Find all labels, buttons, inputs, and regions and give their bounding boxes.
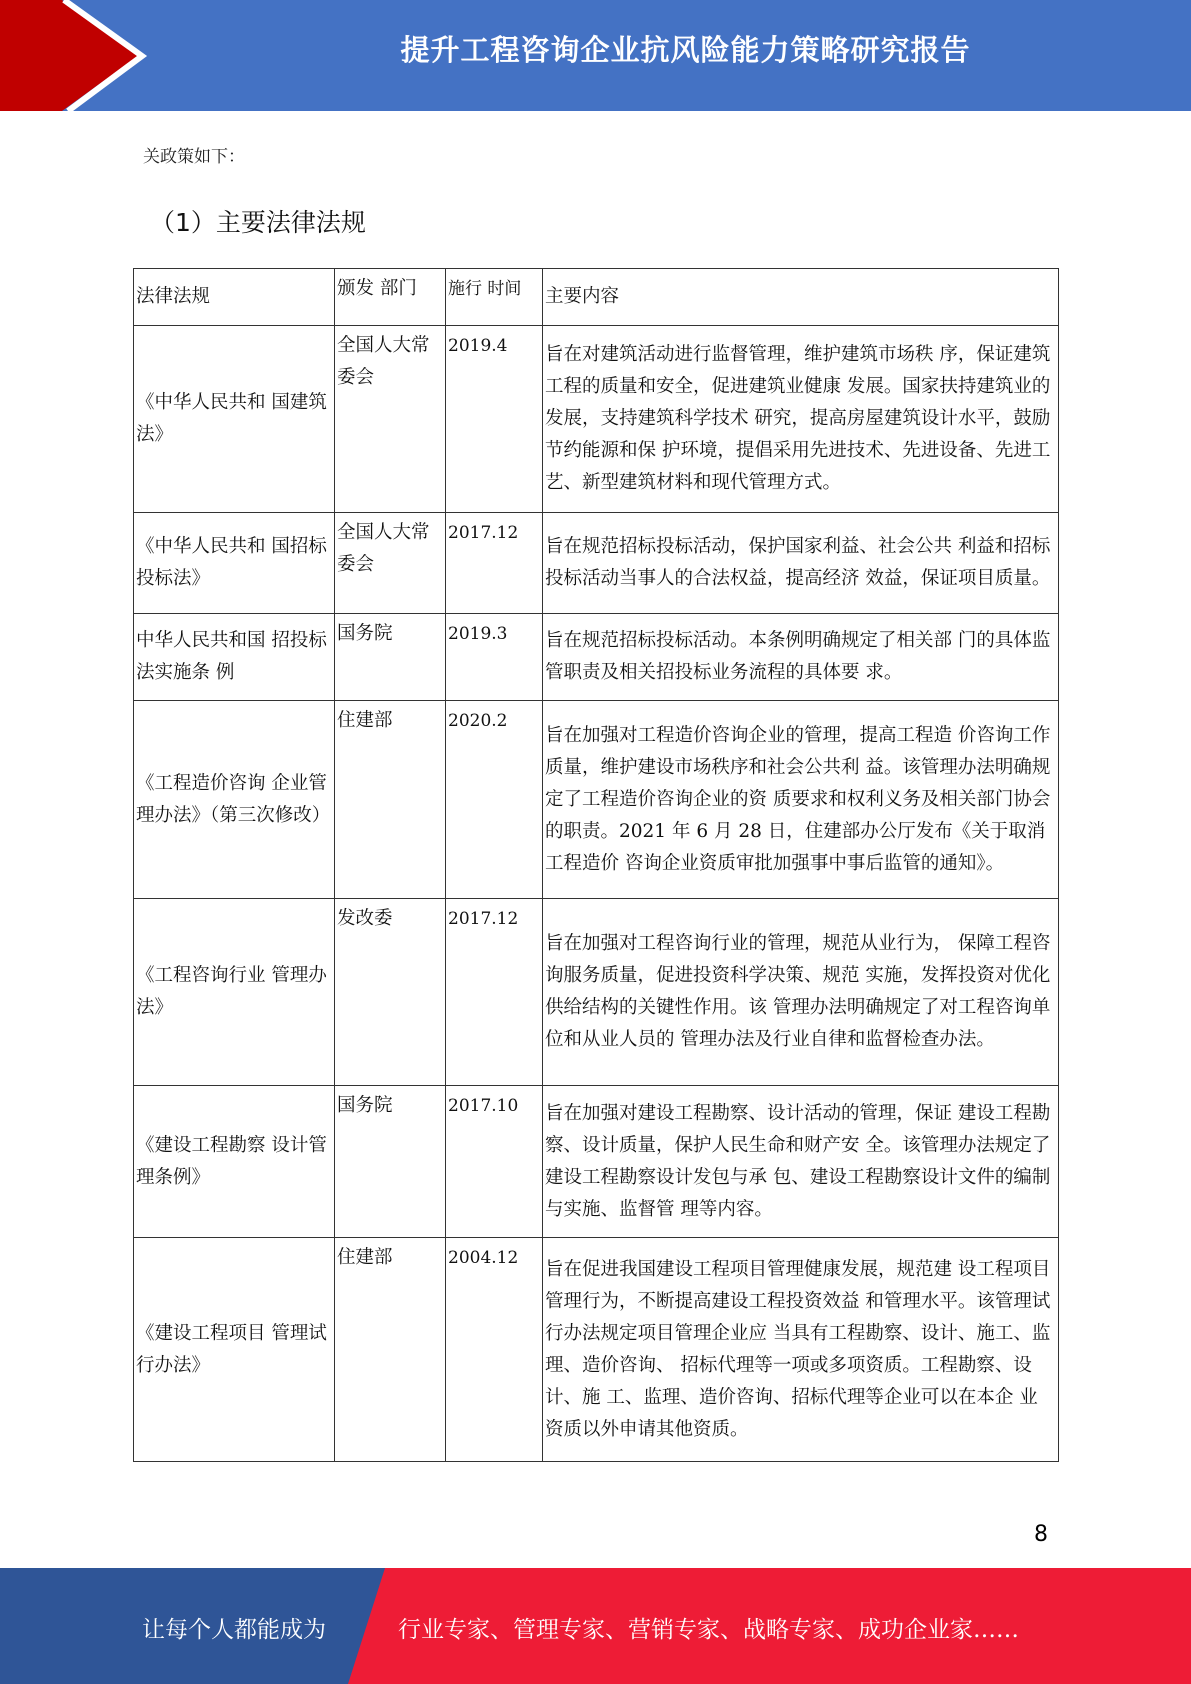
table-header-row [134, 269, 1059, 326]
date-cell: 2017.12 [446, 513, 543, 614]
department-cell: 全国人大常委会 [335, 326, 446, 513]
date-cell: 2019.3 [446, 614, 543, 701]
date-cell: 2020.2 [446, 701, 543, 899]
date-cell: 2019.4 [446, 326, 543, 513]
department-cell: 住建部 [335, 701, 446, 899]
table-row [134, 899, 1059, 1086]
content-cell: 旨在加强对工程咨询行业的管理，规范从业行为， 保障工程咨询服务质量，促进投资科学决策、规范 实施，发挥投资对优化供给结构的关键性作用。该 管理办法明确规定了对工程咨询单位和从业人员的 管理办法及行业自律和监督检查办法。 [543, 899, 1059, 1086]
law-cell: 中华人民共和国 招投标法实施条 例 [134, 614, 335, 701]
table-row [134, 1086, 1059, 1238]
footer-slogan-right: 行业专家、管理专家、营销专家、战略专家、成功企业家…… [398, 1617, 1019, 1643]
department-cell: 国务院 [335, 614, 446, 701]
department-cell: 国务院 [335, 1086, 446, 1238]
content-cell: 旨在规范招标投标活动。本条例明确规定了相关部 门的具体监管职责及相关招投标业务流程的具体要 求。 [543, 614, 1059, 701]
page-number: 8 [1034, 1522, 1048, 1547]
footer-banner [0, 1568, 1191, 1684]
law-cell: 《工程咨询行业 管理办法》 [134, 899, 335, 1086]
table-row [134, 513, 1059, 614]
table-row [134, 701, 1059, 899]
content-cell: 旨在规范招标投标活动，保护国家利益、社会公共 利益和招标投标活动当事人的合法权益，提高经济 效益，保证项目质量。 [543, 513, 1059, 614]
content-cell: 旨在对建筑活动进行监督管理，维护建筑市场秩 序，保证建筑工程的质量和安全，促进建筑业健康 发展。国家扶持建筑业的发展，支持建筑科学技术 研究，提高房屋建筑设计水平，鼓励节约能源和保 护环境，提倡采用先进技术、先进设备、先进工 艺、新型建筑材料和现代管理方式。 [543, 326, 1059, 513]
laws-table [133, 268, 1059, 1462]
law-cell: 《建设工程项目 管理试行办法》 [134, 1238, 335, 1462]
law-cell: 《中华人民共和 国建筑法》 [134, 326, 335, 513]
content-cell: 旨在加强对建设工程勘察、设计活动的管理，保证 建设工程勘察、设计质量，保护人民生命和财产安 全。该管理办法规定了建设工程勘察设计发包与承 包、建设工程勘察设计文件的编制与实施、监督管 理等内容。 [543, 1086, 1059, 1238]
date-cell: 2017.10 [446, 1086, 543, 1238]
chevron-decoration [0, 0, 200, 111]
header-banner [0, 0, 1191, 111]
header-cell: 施行 时间 [446, 269, 543, 326]
department-cell: 住建部 [335, 1238, 446, 1462]
section-title: （1）主要法律法规 [150, 208, 366, 237]
table-row [134, 1238, 1059, 1462]
header-cell: 法律法规 [134, 269, 335, 326]
law-cell: 《建设工程勘察 设计管理条例》 [134, 1086, 335, 1238]
date-cell: 2004.12 [446, 1238, 543, 1462]
content-cell: 旨在加强对工程造价咨询企业的管理，提高工程造 价咨询工作质量，维护建设市场秩序和社会公共利 益。该管理办法明确规定了工程造价咨询企业的资 质要求和权利义务及相关部门协会的职责。2021 年 6 月 28 日，住建部办公厅发布《关于取消工程造价 咨询企业资质审批加强事中事后监管的通知》。 [543, 701, 1059, 899]
report-title: 提升工程咨询企业抗风险能力策略研究报告 [400, 33, 971, 67]
header-cell: 颁发 部门 [335, 269, 446, 326]
header-cell: 主要内容 [543, 269, 1059, 326]
law-cell: 《工程造价咨询 企业管理办法》（第三次修改） [134, 701, 335, 899]
intro-text: 关政策如下： [143, 147, 245, 167]
department-cell: 全国人大常委会 [335, 513, 446, 614]
date-cell: 2017.12 [446, 899, 543, 1086]
table-row [134, 326, 1059, 513]
content-cell: 旨在促进我国建设工程项目管理健康发展，规范建 设工程项目管理行为，不断提高建设工程投资效益 和管理水平。该管理试行办法规定项目管理企业应 当具有工程勘察、设计、施工、监理、造价咨询、 招标代理等一项或多项资质。工程勘察、设计、施 工、监理、造价咨询、招标代理等企业可以在本企 业资质以外申请其他资质。 [543, 1238, 1059, 1462]
footer-slogan-left: 让每个人都能成为 [142, 1617, 326, 1643]
table-row [134, 614, 1059, 701]
department-cell: 发改委 [335, 899, 446, 1086]
law-cell: 《中华人民共和 国招标投标法》 [134, 513, 335, 614]
